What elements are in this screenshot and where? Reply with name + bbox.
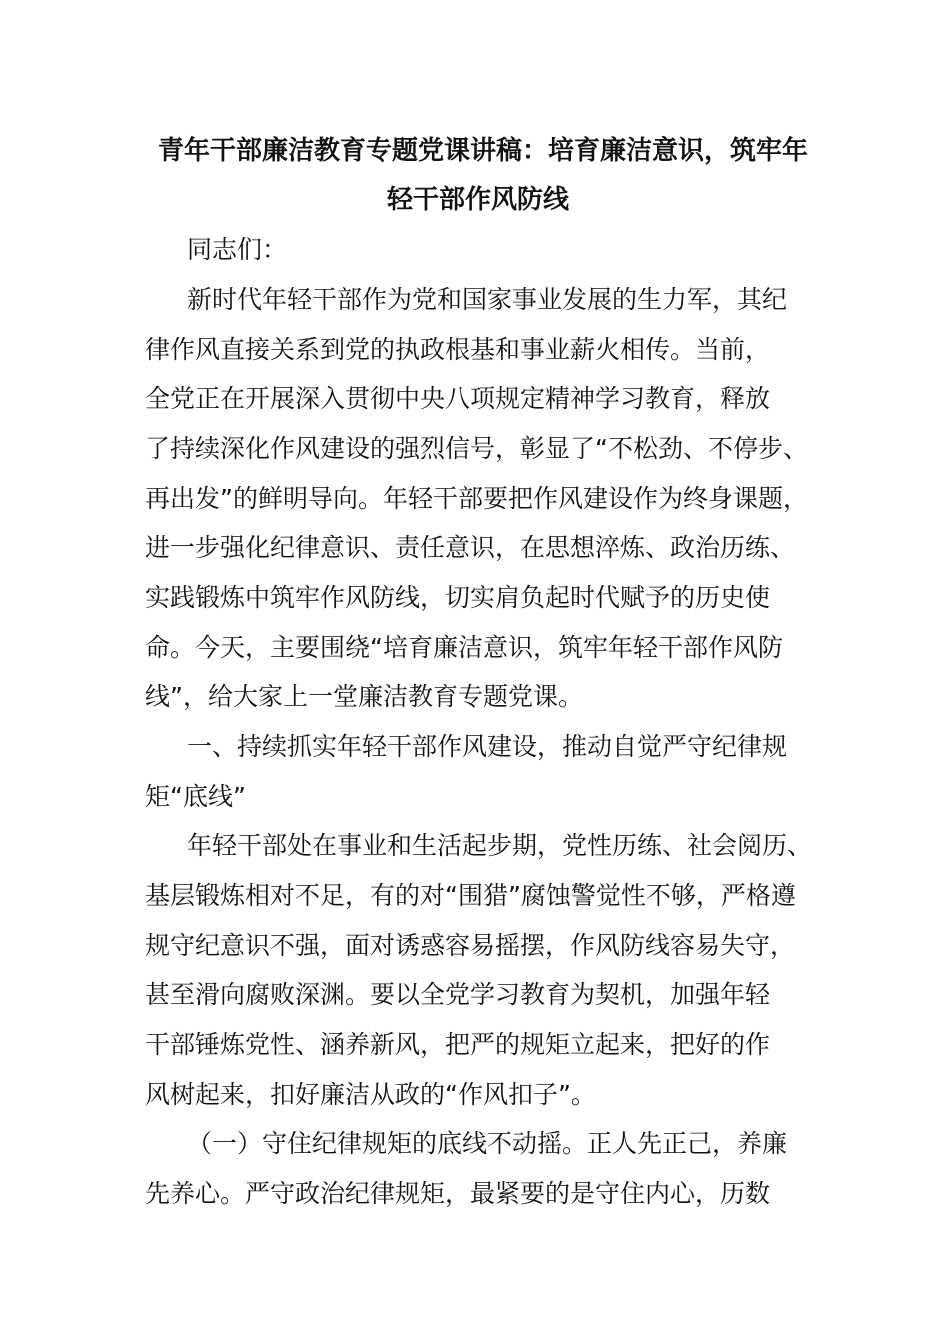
body-line: 规守纪意识不强，面对诱惑容易摇摆，作风防线容易失守，: [145, 931, 796, 960]
body-line: 年轻干部处在事业和生活起步期，党性历练、社会阅历、: [187, 831, 813, 860]
body-line: 线”，给大家上一堂廉洁教育专题党课。: [145, 682, 583, 711]
body-line: 律作风直接关系到党的执政根基和事业薪火相传。当前，: [145, 335, 771, 364]
body-line: 再出发”的鲜明导向。年轻干部要把作风建设作为终身课题，: [145, 484, 808, 513]
body-line: 基层锻炼相对不足，有的对“围猎”腐蚀警觉性不够，严格遵: [145, 881, 796, 910]
body-line: 干部锤炼党性、涵养新风，把严的规矩立起来，把好的作: [145, 1030, 771, 1059]
body-line: 甚至滑向腐败深渊。要以全党学习教育为契机，加强年轻: [145, 980, 771, 1009]
body-line: 实践锻炼中筑牢作风防线，切实肩负起时代赋予的历史使: [145, 583, 771, 612]
body-line: 命。今天，主要围绕“培育廉洁意识，筑牢年轻干部作风防: [145, 633, 783, 662]
section-heading-line: 矩“底线”: [145, 782, 246, 811]
body-line: 风树起来，扣好廉洁从政的“作风扣子”。: [145, 1080, 596, 1109]
body-line: 进一步强化纪律意识、责任意识，在思想淬炼、政治历练、: [145, 533, 796, 562]
body-line: 了持续深化作风建设的强烈信号，彰显了“不松劲、不停步、: [145, 434, 808, 463]
body-line: 新时代年轻干部作为党和国家事业发展的生力军，其纪: [187, 285, 788, 314]
salutation: 同志们：: [187, 235, 288, 264]
document-title-line-1: 青年干部廉洁教育专题党课讲稿：培育廉洁意识，筑牢年: [158, 136, 809, 166]
body-line: 先养心。严守政治纪律规矩，最紧要的是守住内心，历数: [145, 1179, 771, 1208]
section-heading-line: 一、持续抓实年轻干部作风建设，推动自觉严守纪律规: [187, 732, 788, 761]
document-title-line-2: 轻干部作风防线: [387, 185, 570, 215]
body-line: 全党正在开展深入贯彻中央八项规定精神学习教育，释放: [145, 384, 771, 413]
subsection-line: （一）守住纪律规矩的底线不动摇。正人先正己，养廉: [187, 1129, 788, 1158]
